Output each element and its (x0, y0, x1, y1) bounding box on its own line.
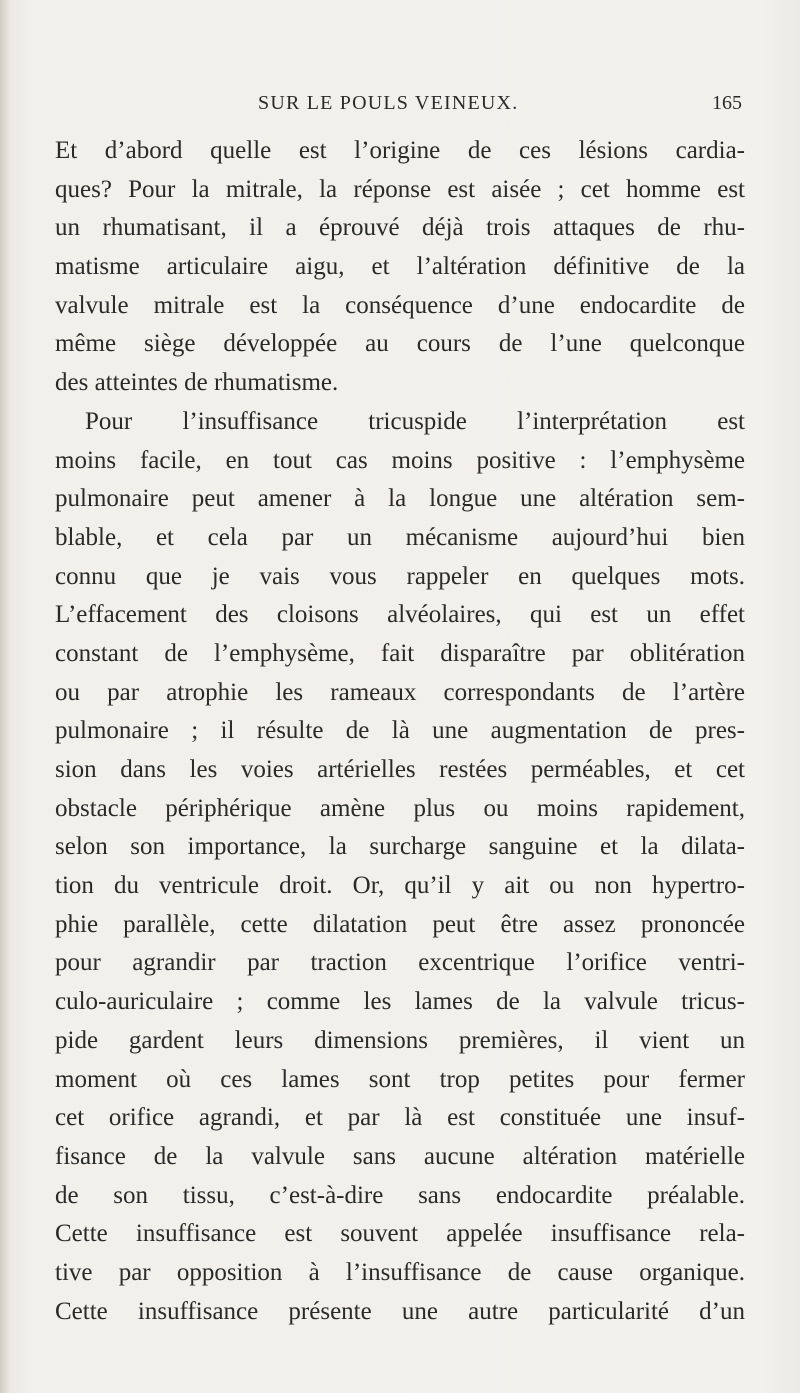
text-line: valvule mitrale est la conséquence d’une endocardite de (55, 291, 745, 319)
page-header (0, 92, 800, 122)
text-line: cet orifice agrandi, et par là est constituée une insuf- (55, 1104, 745, 1132)
text-line: ques? Pour la mitrale, la réponse est aisée ; cet homme est (55, 175, 745, 203)
text-line: obstacle périphérique amène plus ou moins rapidement, (55, 794, 745, 822)
text-line: Pour l’insuffisance tricuspide l’interprétation est (85, 407, 745, 435)
text-line: culo-auriculaire ; comme les lames de la valvule tricus- (55, 988, 745, 1016)
text-line: moment où ces lames sont trop petites pour fermer (55, 1065, 745, 1093)
text-line: constant de l’emphysème, fait disparaître par oblitération (55, 639, 745, 667)
text-line: Et d’abord quelle est l’origine de ces lésions cardia- (55, 137, 745, 164)
text-line: connu que je vais vous rappeler en quelques mots. (55, 562, 745, 590)
text-line: tion du ventricule droit. Or, qu’il y ait ou non hypertro- (55, 872, 745, 900)
text-line: matisme articulaire aigu, et l’altération définitive de la (55, 253, 745, 281)
text-line: phie parallèle, cette dilatation peut être assez prononcée (55, 910, 745, 938)
running-title: SUR LE POULS VEINEUX. (258, 92, 519, 114)
text-line: selon son importance, la surcharge sanguine et la dilata- (55, 833, 745, 861)
body-text (55, 132, 745, 1331)
text-line: des atteintes de rhumatisme. (55, 369, 339, 397)
text-line: sion dans les voies artérielles restées perméables, et cet (55, 756, 745, 783)
text-line: tive par opposition à l’insuffisance de cause organique. (55, 1258, 745, 1286)
text-line: pide gardent leurs dimensions premières, il vient un (55, 1026, 745, 1054)
page-spine-shadow (0, 0, 10, 1393)
text-line: pulmonaire ; il résulte de là une augmentation de pres- (55, 717, 745, 745)
text-line: L’effacement des cloisons alvéolaires, qui est un effet (55, 601, 745, 629)
text-line: Cette insuffisance présente une autre particularité d’un (55, 1297, 745, 1325)
text-line: blable, et cela par un mécanisme aujourd’hui bien (55, 523, 745, 551)
text-line: fisance de la valvule sans aucune altération matérielle (55, 1142, 745, 1170)
text-line: pour agrandir par traction excentrique l’orifice ventri- (55, 949, 745, 977)
text-line: un rhumatisant, il a éprouvé déjà trois attaques de rhu- (55, 214, 745, 242)
text-line: de son tissu, c’est-à-dire sans endocardite préalable. (55, 1181, 745, 1209)
text-line: Cette insuffisance est souvent appelée insuffisance rela- (55, 1220, 745, 1248)
text-line: moins facile, en tout cas moins positive : l’emphysème (55, 446, 745, 474)
page-number: 165 (712, 92, 742, 114)
text-line: ou par atrophie les rameaux correspondants de l’artère (55, 678, 745, 706)
text-line: même siège développée au cours de l’une quelconque (55, 330, 745, 358)
text-line: pulmonaire peut amener à la longue une altération sem- (55, 485, 745, 513)
